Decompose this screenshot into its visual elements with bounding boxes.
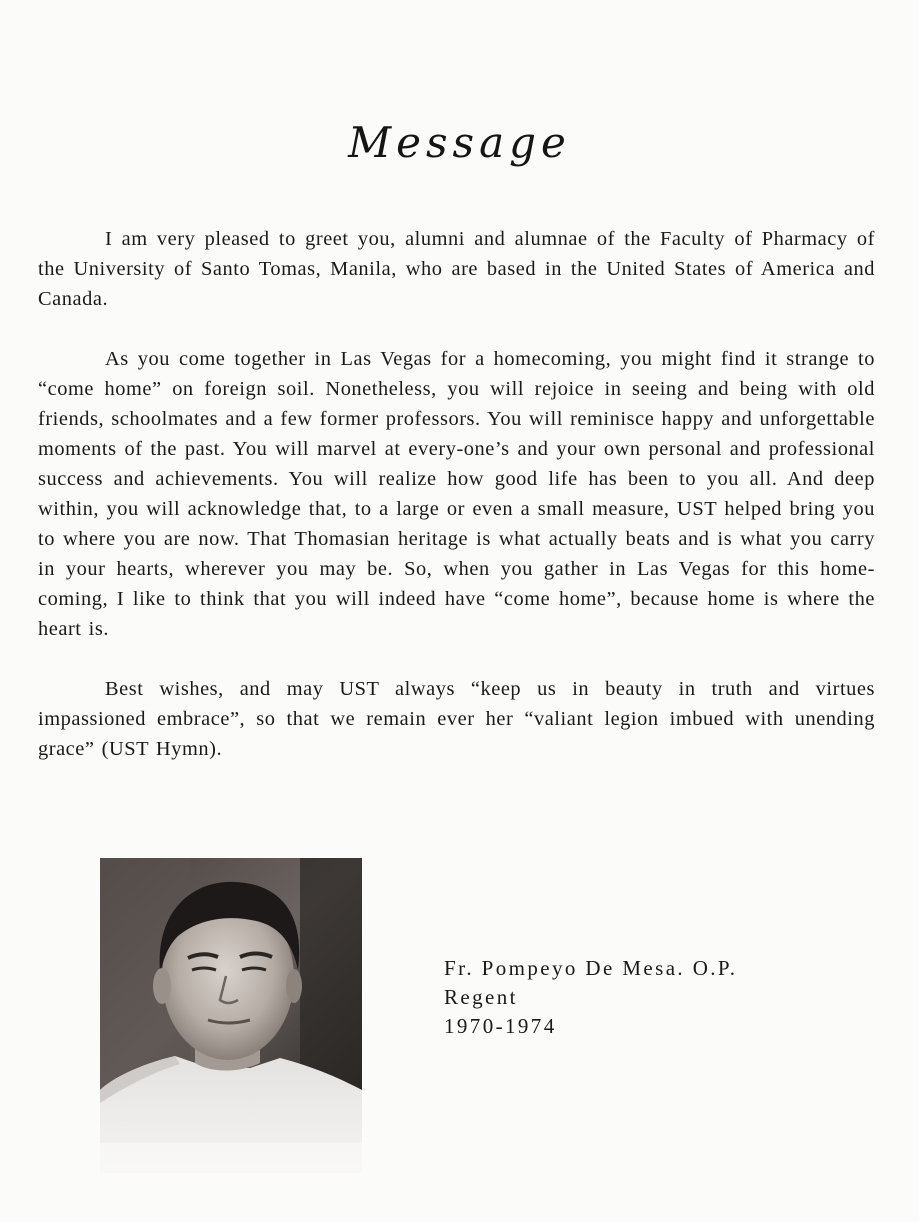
page-title: Message (348, 118, 571, 167)
message-body (38, 224, 875, 794)
signatory-years: 1970-1974 (444, 1014, 557, 1038)
signatory-name: Fr. Pompeyo De Mesa. O.P. (444, 956, 738, 980)
signature-block (444, 954, 737, 1041)
portrait-illustration (100, 858, 362, 1173)
paragraph-homecoming: As you come together in Las Vegas for a homecoming, you might find it strange to “come home” on foreign soil. Nonetheless, you will rejoice in seeing and being with old friends, schoolmates and a few former professors. You will reminisce happy and unforgettable moments of the past. You will marvel at every-one’s and your own personal and professional success and achievements. You will realize how good life has been to you all. And deep within, you will acknowledge that, to a large or even a small measure, UST helped bring you to where you are now. That Thomasian heritage is what actually beats and is what you carry in your hearts, wherever you may be. So, when you gather in Las Vegas for this home-coming, I like to think that you will indeed have “come home”, because home is where the heart is. (38, 348, 875, 640)
portrait-photo (100, 858, 362, 1173)
signatory-position: Regent (444, 985, 518, 1009)
paragraph-best-wishes: Best wishes, and may UST always “keep us in beauty in truth and virtues impassioned embrace”, so that we remain ever her “valiant legion imbued with unending grace” (UST Hymn). (38, 678, 875, 760)
paragraph-greeting: I am very pleased to greet you, alumni and alumnae of the Faculty of Pharmacy of the University of Santo Tomas, Manila, who are based in the United States of America and Canada. (38, 228, 875, 310)
